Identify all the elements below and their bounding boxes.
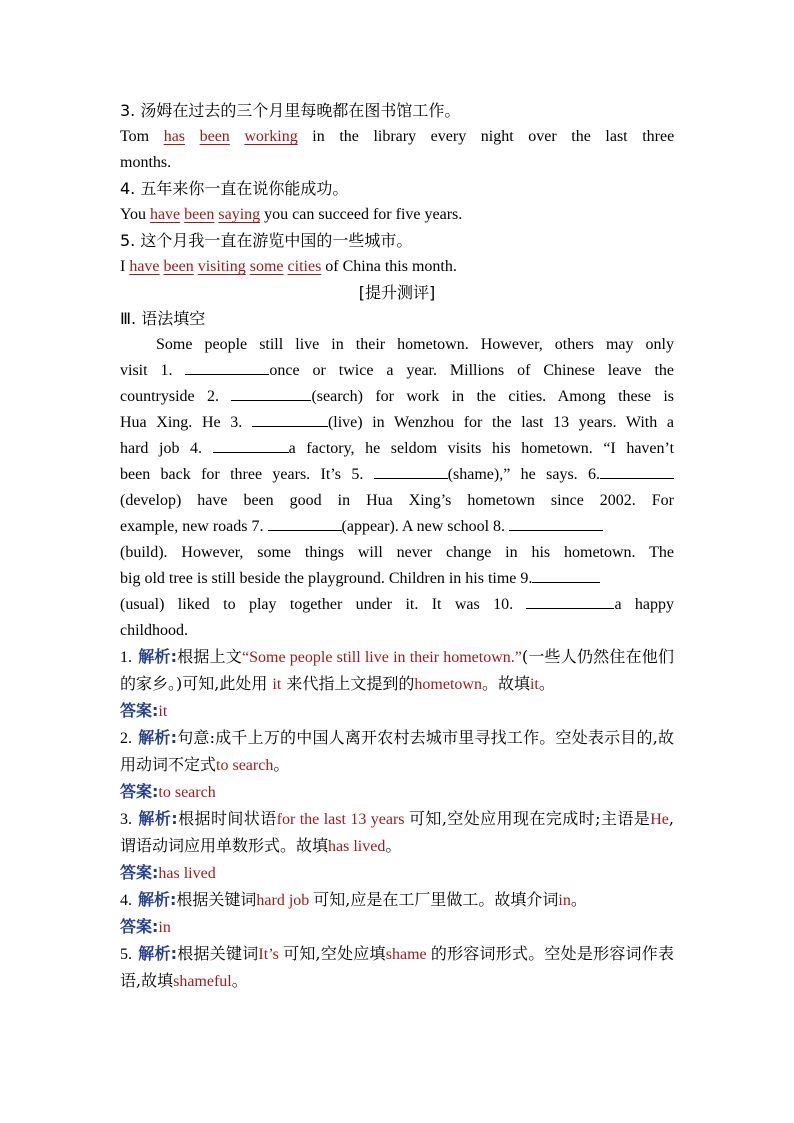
heading-text: 语法填空 [141,309,206,328]
explanation-text: shameful [173,973,232,990]
passage-text: Hua Xing. He 3. [120,414,243,431]
answer-line-3 [120,860,674,887]
sentence-word: Tom [120,128,150,145]
explanation-text: for the last 13 years [276,811,409,828]
answer-word: been [184,206,215,223]
translation-item-4-en [120,202,674,228]
answer-value: to search [158,784,216,801]
sentence-word: night [480,128,514,145]
explanation-number: 2. [120,730,132,747]
passage-text: hard job 4. [120,440,203,457]
sentence-word: three [642,128,675,145]
explanation-text: 可知,空处应填 [283,944,386,963]
explanation-text: (一些人仍然住在他们的家乡。)可知,此处用 [120,647,674,693]
passage-text: big old tree is still beside the playground. Children in his time 9. [120,570,533,587]
passage-text: countryside 2. [120,388,220,405]
blank-6[interactable] [600,463,674,479]
explanation-text: has lived [328,838,386,855]
analysis-label: 解析: [138,890,177,909]
passage-line [120,514,674,540]
passage-line [120,436,674,462]
passage-line [120,566,674,592]
answer-label: 答案: [120,782,159,801]
passage-text: (live) in Wenzhou for the last 13 years. With a [327,414,675,431]
explanation-text: ,谓语动词应用单数形式。故填 [120,809,674,855]
translation-item-4-zh [120,176,674,202]
answer-label: 答案: [120,917,159,936]
passage-line: childhood. [120,622,188,639]
sentence-word: every [430,128,467,145]
answer-word: saying [218,206,261,223]
passage-text: (usual) liked to play together under it. It was 10. [120,596,514,613]
explanation-text: 。 [385,836,402,855]
sentence-word: last [605,128,628,145]
heading-number: Ⅲ. [120,309,137,328]
translation-item-5-en [120,254,674,280]
explanation-text: 句意:成千上万的中国人离开农村去城市里寻找工作。空处表示目的,故用动词不定式 [120,728,674,774]
translation-item-5-zh [120,228,674,254]
answer-word: has [163,128,186,145]
analysis-label: 解析: [138,809,178,828]
analysis-label: 解析: [138,944,178,963]
explanation-number: 4. [120,892,132,909]
explanation-5 [120,941,674,995]
passage-line [120,358,674,384]
section-heading [120,306,674,332]
passage-line [120,462,674,488]
passage-text: visit 1. [120,362,173,379]
passage-line [120,592,674,618]
answer-value: it [158,703,168,720]
answer-word: visiting [197,258,246,275]
explanation-3 [120,806,674,860]
explanation-text: 根据时间状语 [177,809,277,828]
explanation-text: “Some people still live in their hometown.” [242,649,522,666]
blank-2[interactable] [231,385,311,401]
answer-label: 答案: [120,701,159,720]
explanation-text: it [272,676,282,693]
answer-label: 答案: [120,863,159,882]
answer-line-1 [120,698,674,725]
passage-line [120,384,674,410]
explanation-text: 可知,应是在工厂里做工。故填介词 [313,890,559,909]
passage-text: a happy [614,596,675,613]
blank-1[interactable] [185,359,269,375]
explanation-text: He [650,811,669,828]
answer-line-4 [120,914,674,941]
explanation-2 [120,725,674,779]
answer-line-2 [120,779,674,806]
explanation-number: 1. [120,649,132,666]
explanation-text: 来代指上文提到的 [281,674,415,693]
answer-value: in [158,919,171,936]
document-page [120,98,674,995]
passage-text: been back for three years. It’s 5. [120,466,364,483]
passage-text: example, new roads 7. [120,518,264,535]
answer-word: working [244,128,298,145]
answer-word: been [163,258,194,275]
cloze-passage [120,332,674,644]
sentence-word: over [528,128,557,145]
blank-3[interactable] [252,411,328,427]
sentence-start: You [120,206,146,223]
passage-text: (appear). A new school 8. [341,518,506,535]
answer-word: some [249,258,284,275]
blank-10[interactable] [526,593,614,609]
explanation-text: 。故填 [481,674,530,693]
explanation-text: to search [216,757,274,774]
explanation-text: 的形容词形式。空处是形容词作表语,故填 [120,944,674,990]
answer-group [150,206,260,223]
passage-text: once or twice a year. Millions of Chinese leave the [269,362,675,379]
explanation-number: 5. [120,946,132,963]
explanation-text: in [558,892,571,909]
answer-word: have [129,258,160,275]
item-number: 3. [120,101,136,120]
explanation-1 [120,644,674,698]
explanation-text: 根据关键词 [177,944,259,963]
explanation-4 [120,887,674,914]
explanation-text: 。 [538,674,555,693]
analysis-label: 解析: [138,728,178,747]
sentence-word: in [312,128,325,145]
explanation-text: It’s [258,946,284,963]
explanation-text: 可知,空处应用现在完成时;主语是 [408,809,651,828]
answer-word: cities [287,258,322,275]
explanation-text: 根据关键词 [176,890,257,909]
explanations [120,644,674,995]
item-number: 5. [120,231,136,250]
passage-text: (search) for work in the cities. Among these is [311,388,675,405]
explanation-text: 根据上文 [177,647,243,666]
sentence-word: library [373,128,417,145]
passage-line [120,410,674,436]
item-number: 4. [120,179,136,198]
sentence-end: you can succeed for five years. [264,206,463,223]
blank-8[interactable] [509,515,603,531]
passage-line: (develop) have been good in Hua Xing’s hometown since 2002. For [120,492,674,509]
section-title: [提升测评] [358,283,436,302]
chinese-sentence: 五年来你一直在说你能成功。 [140,179,349,198]
explanation-text: 。 [273,755,290,774]
chinese-sentence: 汤姆在过去的三个月里每晚都在图书馆工作。 [140,101,461,120]
passage-line: Some people still live in their hometown. However, others may only [156,336,674,353]
translation-item-3-en-tail: months. [120,154,172,171]
explanation-number: 3. [120,811,132,828]
blank-5[interactable] [374,463,448,479]
explanation-text: it [529,676,539,693]
blank-7[interactable] [268,515,342,531]
blank-9[interactable] [532,567,600,583]
passage-line: (build). However, some things will never change in his hometown. The [120,544,674,561]
answer-value: has lived [158,865,216,882]
answer-group [129,258,321,275]
explanation-text: 。 [570,890,587,909]
sentence-end: of China this month. [325,258,457,275]
blank-4[interactable] [213,437,289,453]
explanation-text: 。 [231,971,248,990]
answer-word: been [199,128,230,145]
analysis-label: 解析: [138,647,178,666]
translation-item-3-en [120,124,674,150]
sentence-start: I [120,258,126,275]
answer-word: have [149,206,181,223]
explanation-text: shame [385,946,431,963]
passage-text: a factory, he seldom visits his hometown. “I haven’t [288,440,675,457]
sentence-word: the [571,128,591,145]
passage-text: (shame),” he says. 6. [447,466,601,483]
chinese-sentence: 这个月我一直在游览中国的一些城市。 [140,231,413,250]
translation-item-3-zh [120,98,674,124]
explanation-text: hard job [256,892,314,909]
sentence-word: the [339,128,359,145]
explanation-text: hometown [414,676,482,693]
